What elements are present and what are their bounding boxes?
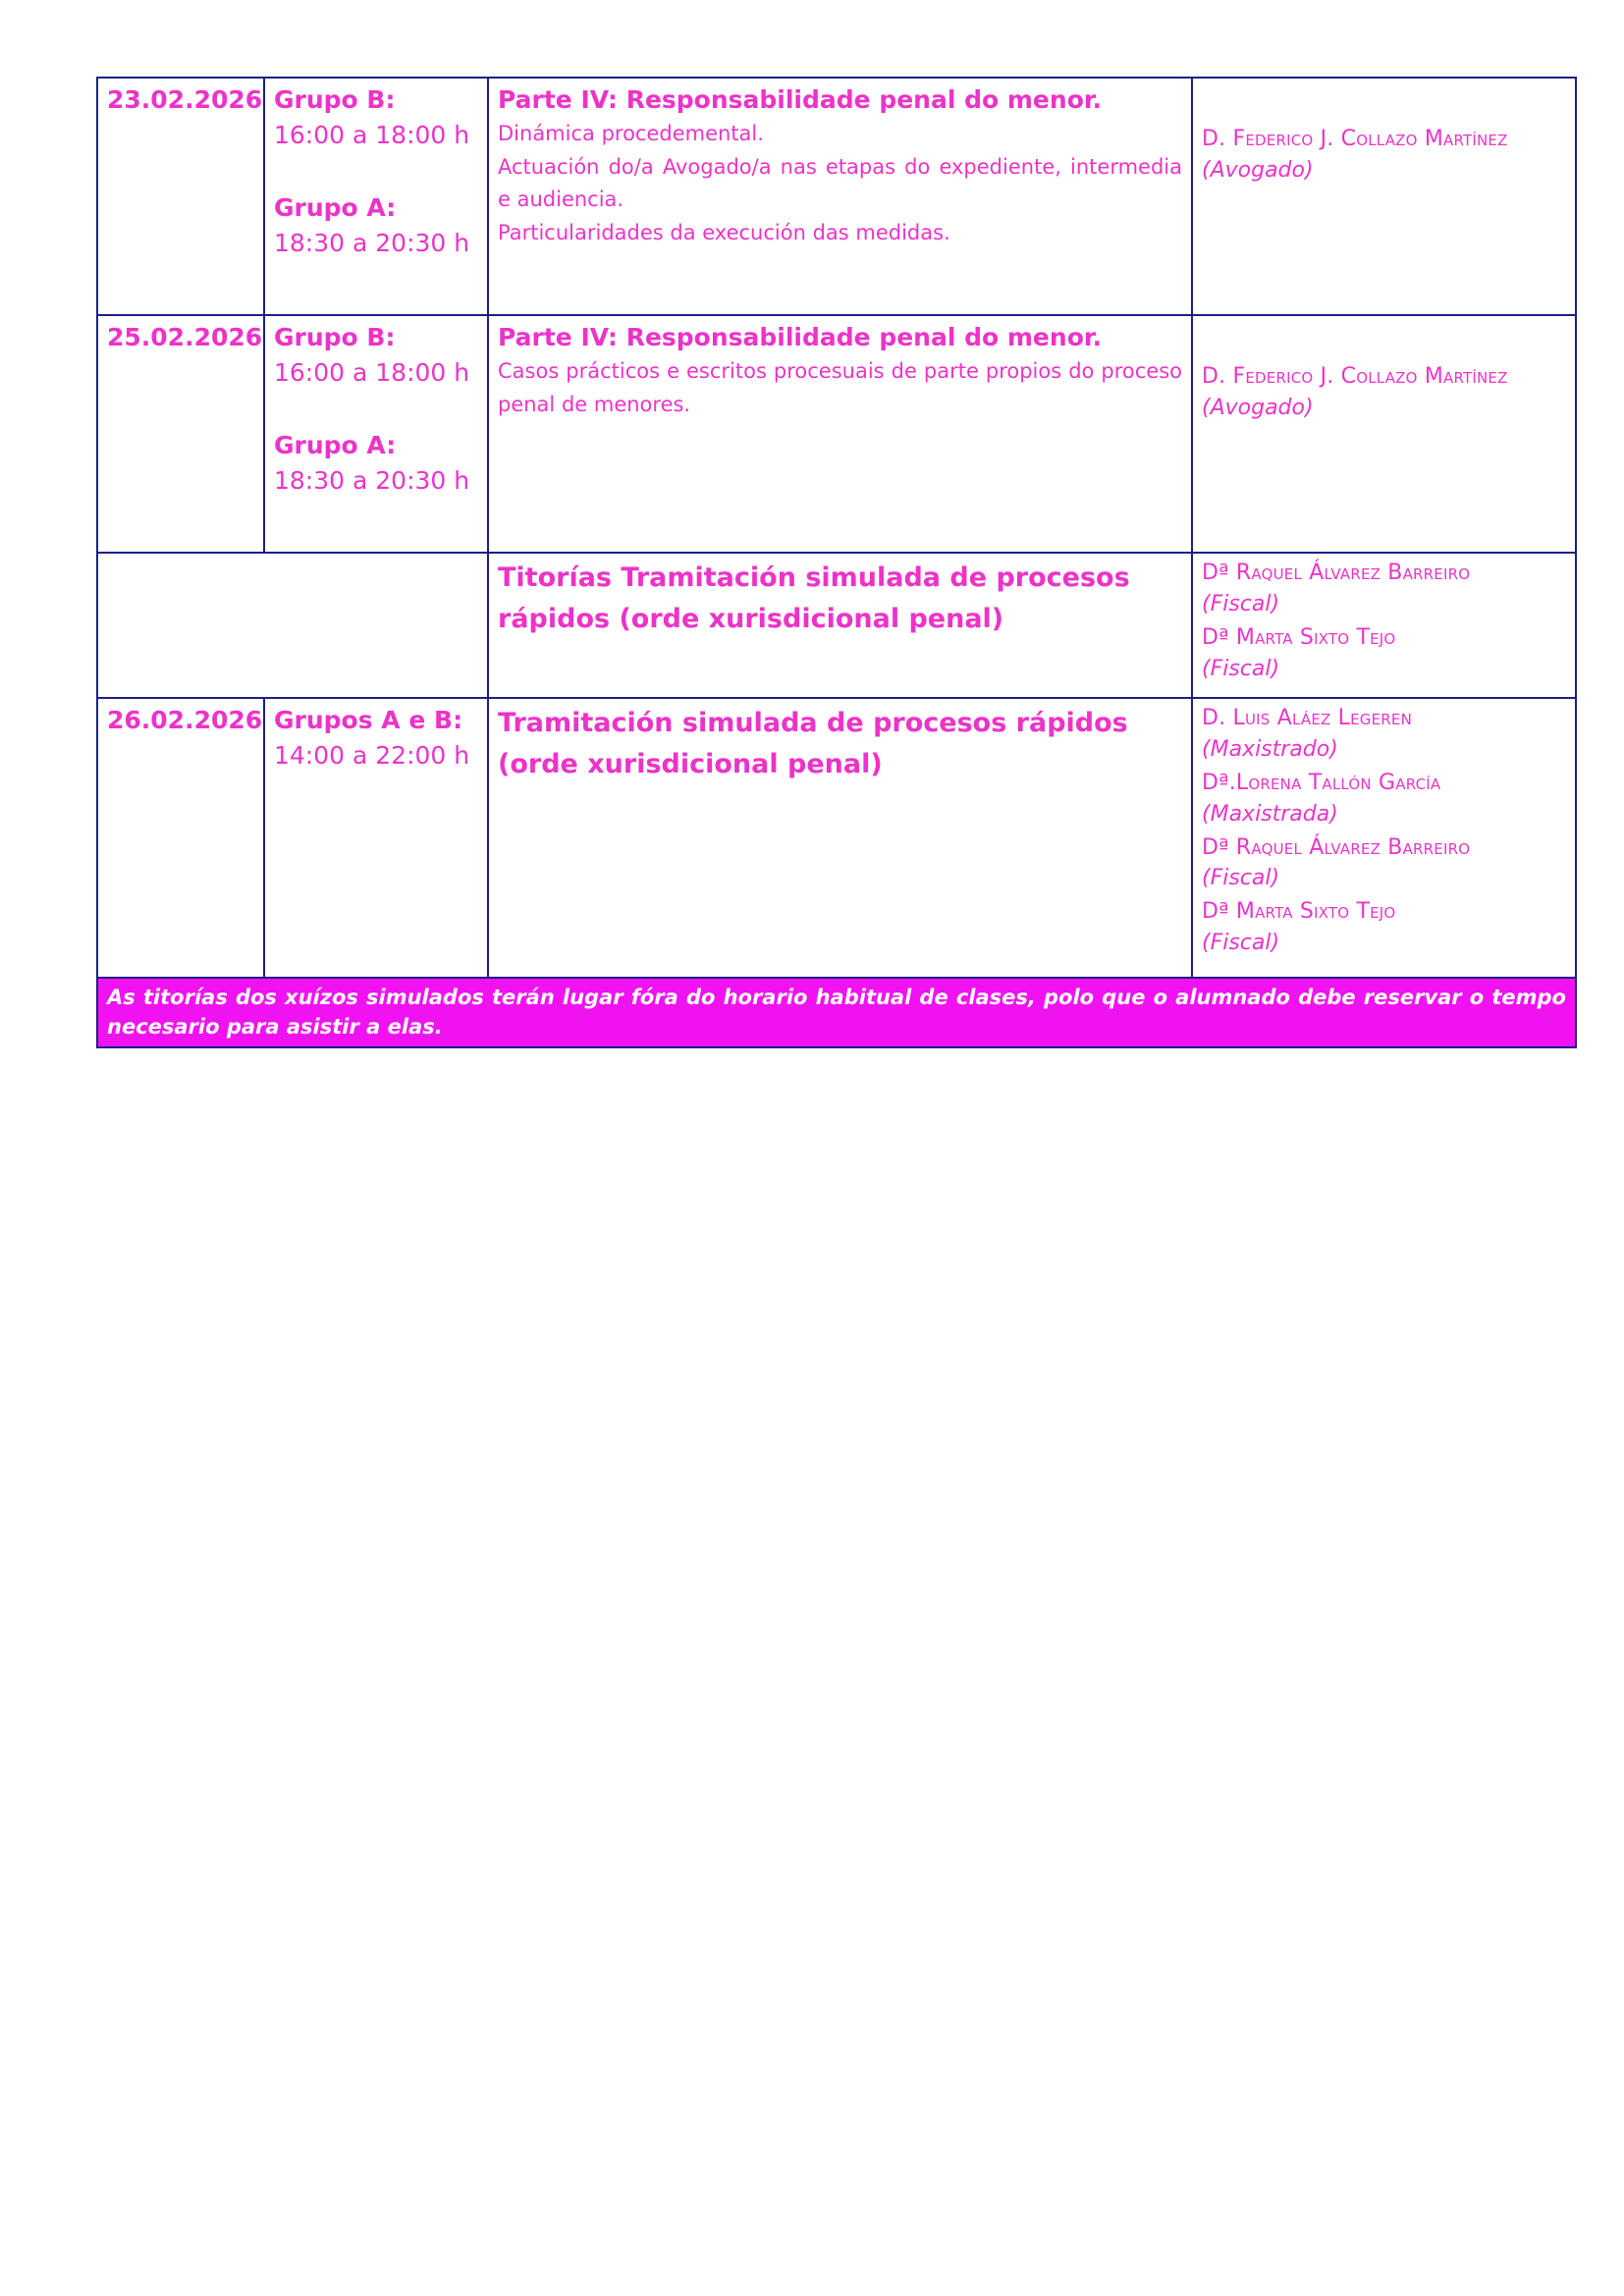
group-time: 16:00 a 18:00 h bbox=[274, 121, 470, 150]
topic-line: Actuación do/a Avogado/a nas etapas do expediente, intermedia e audiencia. bbox=[498, 154, 1182, 212]
teacher-cell bbox=[1192, 553, 1576, 698]
group-label: Grupos A e B: bbox=[274, 706, 463, 734]
teacher bbox=[1202, 703, 1566, 766]
session-date: 25.02.2026 bbox=[107, 323, 263, 351]
teacher-name: Dª Raquel Álvarez Barreiro bbox=[1202, 561, 1471, 585]
teacher bbox=[1202, 361, 1566, 424]
topic-cell bbox=[488, 553, 1192, 698]
teacher bbox=[1202, 622, 1566, 685]
table-row bbox=[97, 698, 1576, 978]
teacher-cell bbox=[1192, 78, 1576, 315]
topic-title: Parte IV: Responsabilidade penal do menor. bbox=[498, 85, 1103, 114]
topic-line: Particularidades da execución das medidas. bbox=[498, 221, 950, 245]
date-cell bbox=[97, 315, 264, 553]
teacher-name: Dª.Lorena Tallón García bbox=[1202, 770, 1441, 795]
teacher-cell bbox=[1192, 315, 1576, 553]
schedule-table bbox=[96, 77, 1577, 1048]
note-row bbox=[97, 978, 1576, 1047]
topic-line: Casos prácticos e escritos procesuais de parte propios do proceso penal de menores. bbox=[498, 359, 1182, 416]
teacher bbox=[1202, 832, 1566, 895]
table-row bbox=[97, 78, 1576, 315]
teacher-role: (Fiscal) bbox=[1202, 591, 1280, 616]
table-row bbox=[97, 315, 1576, 553]
teacher-name: Dª Marta Sixto Tejo bbox=[1202, 899, 1396, 925]
teacher bbox=[1202, 124, 1566, 187]
group-time: 16:00 a 18:00 h bbox=[274, 358, 470, 388]
teacher-name: D. Federico J. Collazo Martínez bbox=[1202, 127, 1508, 151]
teacher-role: (Avogado) bbox=[1202, 157, 1314, 183]
group-time: 14:00 a 22:00 h bbox=[274, 741, 470, 771]
teacher-name: D. Luis Aláez Legeren bbox=[1202, 706, 1413, 730]
teacher bbox=[1202, 558, 1566, 620]
teacher-role: (Maxistrada) bbox=[1202, 801, 1338, 827]
group-time: 18:30 a 20:30 h bbox=[274, 228, 470, 257]
topic-cell bbox=[488, 315, 1192, 553]
topic-title: Tramitación simulada de procesos rápidos (orde xurisdicional penal) bbox=[498, 708, 1128, 779]
teacher-role: (Fiscal) bbox=[1202, 866, 1280, 891]
topic-title: Titorías Tramitación simulada de procesos rápidos (orde xurisdicional penal) bbox=[498, 562, 1130, 634]
teacher-cell bbox=[1192, 698, 1576, 978]
teacher-role: (Maxistrado) bbox=[1202, 736, 1338, 762]
teacher-role: (Fiscal) bbox=[1202, 931, 1280, 956]
table-row bbox=[97, 553, 1576, 698]
session-date: 26.02.2026 bbox=[107, 706, 263, 734]
schedule-note: As titorías dos xuízos simulados terán lugar fóra do horario habitual de clases, polo que o alumnado debe reservar o tempo necesario para asistir a elas. bbox=[97, 978, 1576, 1047]
teacher-role: (Avogado) bbox=[1202, 395, 1314, 420]
teacher-role: (Fiscal) bbox=[1202, 656, 1280, 681]
date-cell bbox=[97, 698, 264, 978]
teacher-name: Dª Marta Sixto Tejo bbox=[1202, 624, 1396, 650]
group-label: Grupo B: bbox=[274, 85, 396, 114]
date-cell bbox=[97, 78, 264, 315]
teacher-name: Dª Raquel Álvarez Barreiro bbox=[1202, 834, 1471, 860]
group-label: Grupo A: bbox=[274, 192, 397, 222]
topic-line: Dinámica procedemental. bbox=[498, 122, 764, 146]
teacher bbox=[1202, 768, 1566, 830]
teacher-name: D. Federico J. Collazo Martínez bbox=[1202, 364, 1508, 389]
topic-title: Parte IV: Responsabilidade penal do menor. bbox=[498, 323, 1103, 351]
topic-cell bbox=[488, 698, 1192, 978]
empty-date-time-cell bbox=[97, 553, 488, 698]
teacher bbox=[1202, 896, 1566, 959]
group-label: Grupo B: bbox=[274, 323, 396, 351]
time-cell bbox=[264, 315, 488, 553]
time-cell bbox=[264, 698, 488, 978]
group-time: 18:30 a 20:30 h bbox=[274, 465, 470, 495]
topic-cell bbox=[488, 78, 1192, 315]
group-label: Grupo A: bbox=[274, 430, 397, 459]
session-date: 23.02.2026 bbox=[107, 85, 263, 114]
time-cell bbox=[264, 78, 488, 315]
